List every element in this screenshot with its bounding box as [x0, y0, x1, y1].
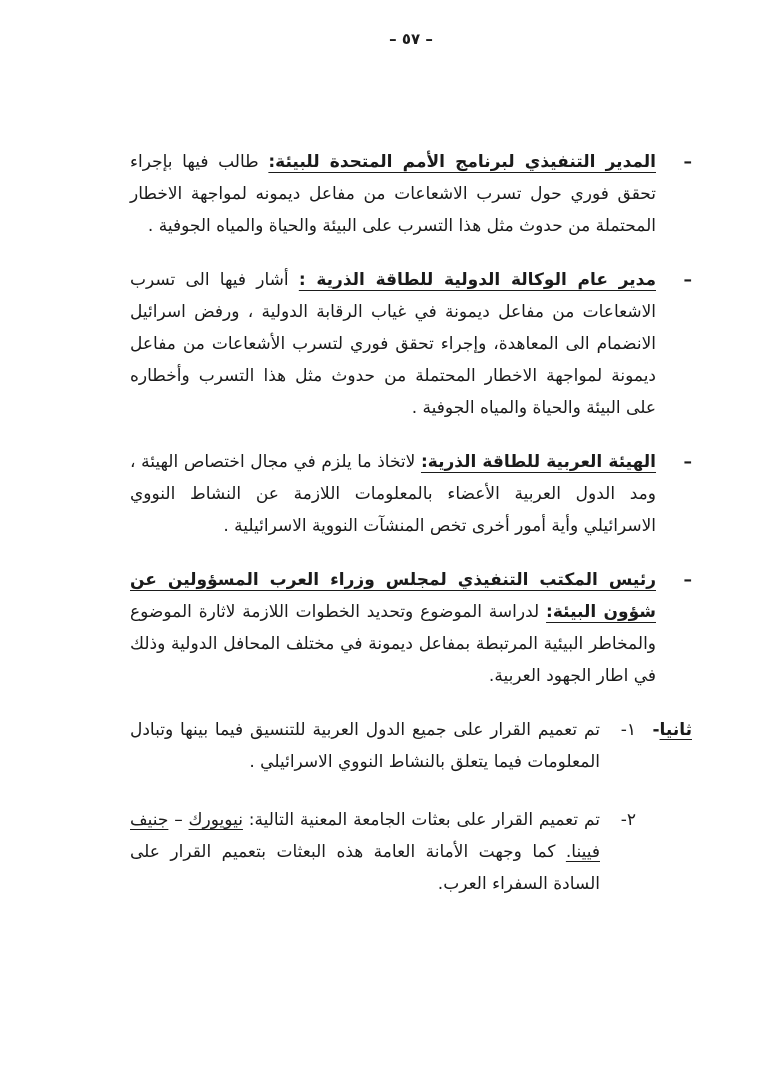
- list-item-arab-atomic-agency: [130, 446, 692, 542]
- city-separator-dash: –: [168, 810, 189, 830]
- list-item-iaea-director: [130, 264, 692, 424]
- numbered-item-2: [130, 804, 636, 900]
- list-item-executive-office-head: [130, 564, 692, 692]
- section-two: [130, 714, 692, 926]
- city-new-york: نيويورك: [188, 810, 243, 830]
- bullet-dash-icon: –: [683, 270, 692, 290]
- numbered-items: [130, 714, 636, 926]
- page-content: [130, 52, 692, 926]
- numbered-item-text: تم تعميم القرار على جميع الدول العربية للتنسيق فيما بينها وتبادل المعلومات فيما يتعلق بالنشاط النووي الاسرائيلي .: [130, 720, 600, 772]
- item-heading: الهيئة العربية للطاقة الذرية:: [420, 452, 657, 472]
- list-item-unep-director: [130, 146, 692, 242]
- item-heading: المدير التنفيذي لبرنامج الأمم المتحدة للبيئة:: [268, 152, 656, 172]
- bullet-dash-icon: –: [683, 452, 692, 472]
- section-marker-dash: -: [652, 720, 660, 740]
- numbered-item-text: [130, 804, 600, 900]
- item-body: أشار فيها الى تسرب الاشعاعات من مفاعل ديمونة في غياب الرقابة الدولية ، ورفض اسرائيل الانضمام الى المعاهدة، وإجراء تحقق فوري لتسرب الأشعاعات من مفاعل ديمونة لمواجهة الاخطار المحتملة من حدوث مثل هذا التسرب وأخطاره على البيئة والحياة والمياه الجوفية .: [130, 270, 656, 418]
- item-heading: مدير عام الوكالة الدولية للطاقة الذرية :: [298, 270, 656, 290]
- item-text-rest: كما وجهت الأمانة العامة هذه البعثات بتعميم القرار على السادة السفراء العرب.: [130, 842, 600, 894]
- list-item-text: [130, 564, 656, 692]
- item-body: لاتخاذ ما يلزم في مجال اختصاص الهيئة ، ومد الدول العربية الأعضاء بالمعلومات اللازمة عن النشاط النووي الاسرائيلي وأية أمور أخرى تخص المنشآت النووية الاسرائيلية .: [130, 452, 656, 536]
- numbered-item-1: [130, 714, 636, 778]
- item-text-lead: تم تعميم القرار على بعثات الجامعة المعنية التالية:: [242, 810, 600, 830]
- section-marker: [636, 714, 692, 926]
- list-item-text: [130, 146, 656, 242]
- city-geneva: جنيف: [130, 810, 169, 830]
- item-number: ٢-: [620, 810, 636, 830]
- bullet-dash-icon: –: [683, 152, 692, 172]
- section-marker-word: ثانيا: [659, 720, 692, 740]
- item-body: لدراسة الموضوع وتحديد الخطوات اللازمة لاثارة الموضوع والمخاطر البيئية المرتبطة بمفاعل ديمونة في مختلف المحافل الدولية وذلك في اطار الجهود العربية.: [130, 602, 656, 686]
- bullet-dash-icon: –: [683, 570, 692, 590]
- page-number: – ٥٧ –: [389, 30, 433, 48]
- item-heading: رئيس المكتب التنفيذي لمجلس وزراء العرب المسؤولين عن شؤون البيئة:: [130, 570, 656, 622]
- list-item-text: [130, 264, 656, 424]
- item-body: طالب فيها بإجراء تحقق فوري حول تسرب الاشعاعات من مفاعل ديمونه لمواجهة الاخطار المحتملة من حدوث مثل هذا التسرب على البيئة والحياة والمياه الجوفية .: [130, 152, 656, 236]
- item-number: ١-: [620, 720, 636, 740]
- city-vienna: فيينا.: [565, 842, 600, 862]
- list-item-text: [130, 446, 656, 542]
